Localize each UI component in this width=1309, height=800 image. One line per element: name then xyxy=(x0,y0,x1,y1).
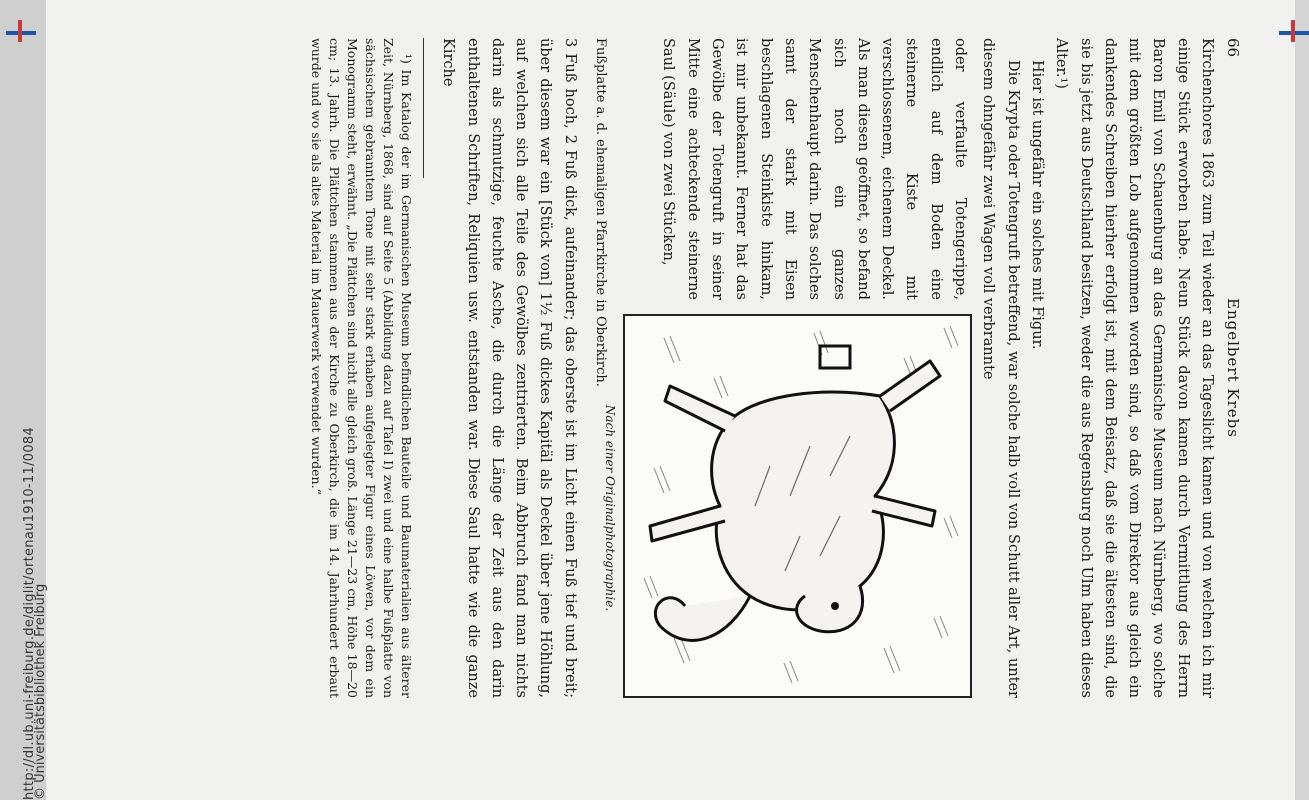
lion-illustration xyxy=(629,316,970,692)
caption-source: Nach einer Originalphotographie. xyxy=(603,404,618,612)
crypt-paragraph: Die Krypta oder Totengruft betreffend, war solche halb voll von Schutt aller Art, unter diesem ohngefähr zwei Wagen voll verbrannte xyxy=(980,38,1021,698)
page-header xyxy=(1219,38,1253,698)
footnote-rule xyxy=(423,38,424,178)
page-number: 66 xyxy=(1224,38,1242,58)
right-margin-strip xyxy=(1295,0,1309,800)
side-column-text: oder verfaulte Totengerippe, endlich auf dem Boden eine steinerne Kiste mit verschlossenem, eichenem Deckel. Als man diesen geöffnet, so befand sich noch ein ganzes Menschenhaupt darin. Das solches samt der stark mit Eisen beschlagenen Steinkiste hinkam, ist mir unbekannt. Ferner hat das Gewölbe der Totengruft in seiner Mitte eine achteckende steinerne Saul (Säule) von zwei Stücken, xyxy=(660,38,969,300)
intro-paragraph: Kirchenchores 1863 zum Teil wieder an das Tageslicht kamen und von welchen ich mir einige Stück erworben habe. Neun Stück davon kamen durch Vermittlung des Herrn Baron Emil von Schauenburg an das Germanische Museum nach Nürnberg, wo solche mit dem größten Lob aufgenommen worden sind, so daß vom Direktor aus gleich ein dankendes Schreiben hierher erfolgt ist, mit dem Beisatz, daß sie die ältesten sind, die sie bis jetzt aus Deutschland besitzen, weder die aus Regensburg noch Ulm haben dieses Alter.¹) xyxy=(1053,38,1215,698)
registration-mark-icon-right xyxy=(1279,28,1309,38)
lion-tile-figure xyxy=(623,314,972,698)
continuation-paragraph: 3 Fuß hoch, 2 Fuß dick, aufeinander; das oberste ist im Licht einen Fuß tief und breit; über diesem war ein [Stück von] 1½ Fuß dickes Kapitäl als Deckel über jene Höhlung, auf welchen sich alle Teile des Gewölbes zentrierten. Beim Abbruch fand man nichts darin als schmutzige, feuchte Asche, die durch die Länge der Zeit aus den darin enthaltenen Schriften, Reliquien usw. entstanden war. Diese Saul hatte wie die ganze Kirche xyxy=(440,38,578,698)
figure-block xyxy=(572,38,972,698)
figure-intro-line: Hier ist ungefähr ein solches mit Figur. xyxy=(1028,60,1045,350)
figure-caption xyxy=(598,318,622,698)
running-head: Engelbert Krebs xyxy=(1224,298,1242,438)
footnote: ¹) Im Katalog der im Germanischen Museum befindlichen Bauteile und Baumaterialien aus älterer Zeit, Nürnberg, 1868, sind auf Seite 5 (Abbildung dazu auf Tafel I) zwei und eine halbe Fußplatte von sächsischem gebranntem Tone mit sehr stark erhaben aufgelegter Figur eines Löwen, vor dem ein Monogramm steht, erwähnt. „Die Plättchen sind nicht alle gleich groß. Länge 21—23 cm, Höhe 18—20 cm; 13. Jahrh. Die Plättchen stammen aus der Kirche zu Oberkirch, die im 14. Jahrhundert erbaut wurde und wo sie als altes Material im Mauerwerk verwendet wurden.“ xyxy=(308,38,414,698)
scanned-page xyxy=(46,0,1295,800)
page-url[interactable]: http://dl.ub.uni-freiburg.de/diglit/ortenau1910-11/0084 xyxy=(22,426,37,800)
rotated-page-content xyxy=(46,0,1295,800)
caption-title: Fußplatte a. d. ehemaligen Pfarrkirche in Oberkirch. xyxy=(593,38,609,387)
copyright-note: © Universitätsbibliothek Freiburg xyxy=(33,583,48,800)
